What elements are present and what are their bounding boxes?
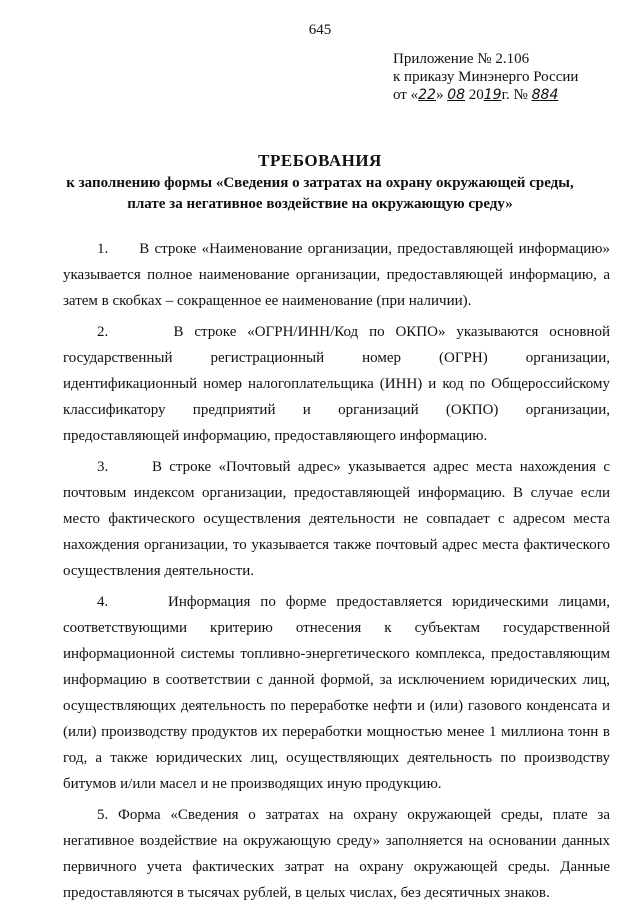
appendix-title: Приложение № 2.106: [393, 51, 530, 67]
title-sub-line2: плате за негативное воздействие на окружающую среду»: [127, 196, 513, 212]
paragraph-2: 2. В строке «ОГРН/ИНН/Код по ОКПО» указываются основной государственный регистрационный номер (ОГРН) организации, идентификационный номер налогоплательщика (ИНН) и код по Общероссийскому классификатору предприятий и организаций (ОКПО) организации, предоставляющей информацию, предоставляющего информацию.: [63, 324, 610, 444]
document-title: [0, 150, 640, 215]
date-mid: »: [435, 87, 448, 103]
date-prefix: от «: [393, 87, 419, 103]
appendix-order-ref: к приказу Минэнерго России: [393, 69, 579, 85]
date-year: 19: [483, 87, 502, 103]
date-month: 08: [447, 87, 466, 103]
paragraph-3: 3. В строке «Почтовый адрес» указывается адрес места нахождения с почтовым индексом организации, предоставляющей информацию. В случае если место фактического осуществления деятельности не совпадает с адресом места нахождения организации, то указывается также почтовый адрес места фактического осуществления деятельности.: [63, 459, 610, 579]
page-number: 645: [308, 22, 332, 38]
appendix-header: [393, 50, 633, 104]
paragraph-1: 1. В строке «Наименование организации, предоставляющей информацию» указывается полное наименование организации, предоставляющей информацию, а затем в скобках – сокращенное ее наименование (при наличии).: [63, 241, 610, 309]
title-sub-line1: к заполнению формы «Сведения о затратах на охрану окружающей среды,: [66, 175, 574, 191]
year-suffix: г. №: [501, 87, 532, 103]
paragraph-5: 5. Форма «Сведения о затратах на охрану окружающей среды, плате за негативное воздействие на окружающую среду» заполняется на основании данных первичного учета фактических затрат на охрану окружающей среды. Данные предоставляются в тысячах рублей, в целых числах, без десятичных знаков.: [63, 807, 610, 901]
paragraph-4: 4. Информация по форме предоставляется юридическими лицами, соответствующими критерию отнесения к субъектам государственной информационной системы топливно-энергетического комплекса, предоставляющим информацию в соответствии с данной формой, за исключением юридических лиц, осуществляющих деятельность по переработке нефти и (или) газового конденсата и (или) производству продуктов их переработки мощностью менее 1 миллиона тонн в год, а также юридических лиц, осуществляющих деятельность по производству битумов и/или масел и не производящих иную продукцию.: [63, 594, 610, 792]
date-day: 22: [418, 87, 436, 103]
order-number: 884: [531, 87, 559, 103]
appendix-date-line: [393, 86, 633, 104]
document-body: [63, 236, 610, 911]
year-prefix: 20: [465, 87, 484, 103]
title-main: ТРЕБОВАНИЯ: [258, 151, 382, 170]
